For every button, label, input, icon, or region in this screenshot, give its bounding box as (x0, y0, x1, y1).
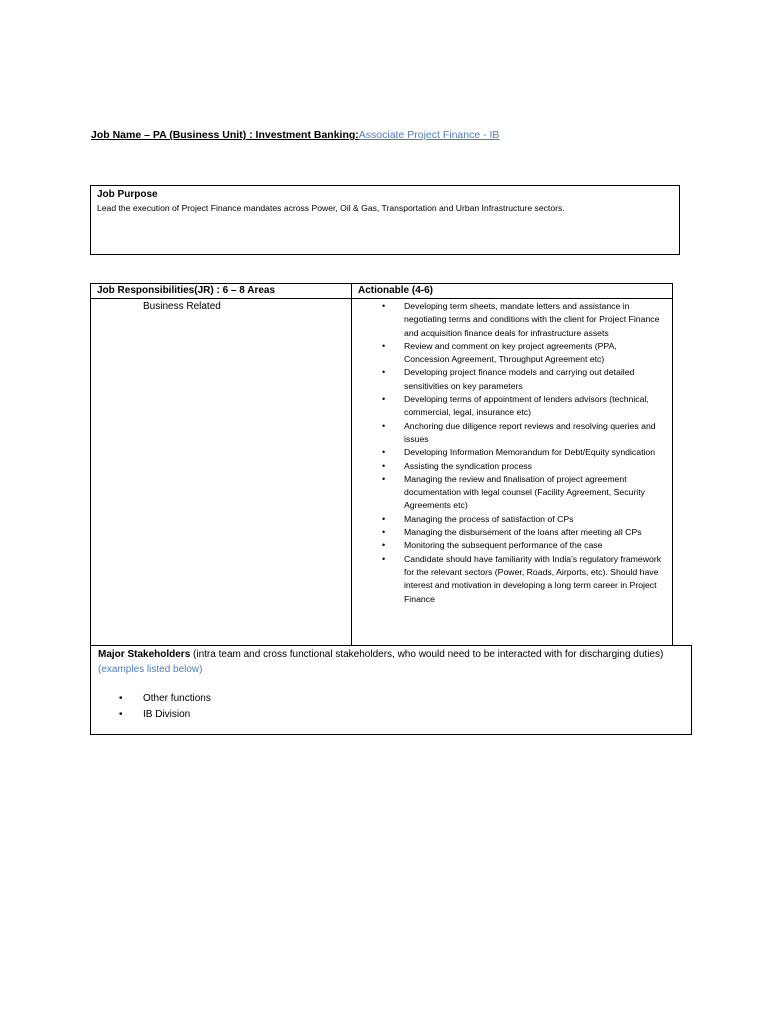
bullet-icon: • (382, 447, 386, 458)
stakeholder-item: • Other functions (98, 691, 684, 707)
actionables-list (352, 300, 672, 606)
actionable-item: • Managing the disbursement of the loans after meeting all CPs (352, 526, 672, 539)
actionables-cell (351, 298, 673, 646)
bullet-icon: • (382, 513, 386, 524)
actionable-item: • Managing the review and finalisation of project agreement documentation with legal counsel (Facility Agreement, Security Agreements etc) (382, 473, 645, 511)
job-purpose-box (90, 185, 680, 255)
bullet-icon: • (382, 367, 386, 378)
bullet-icon: • (382, 473, 386, 484)
actionable-heading: Actionable (4-6) (351, 283, 673, 299)
job-purpose-heading: Job Purpose (97, 189, 158, 200)
actionable-item: • Developing term sheets, mandate letters and assistance in negotiating terms and conditions with the client for Project Finance and acquisition finance deals for infrastructure assets (382, 301, 660, 338)
responsibility-area-cell (90, 298, 352, 646)
bullet-icon: • (382, 394, 386, 405)
job-name-title (91, 129, 499, 141)
bullet-icon: • (382, 301, 386, 311)
actionable-item: • Assisting the syndication process (352, 460, 672, 473)
actionable-item: • Developing terms of appointment of lenders advisors (technical, commercial, legal, insurance etc) (382, 394, 649, 418)
job-name-prefix: Job Name – PA (Business Unit) : Investment Banking: (91, 129, 359, 141)
bullet-icon: • (382, 540, 386, 551)
bullet-icon: • (382, 527, 386, 538)
examples-note: (examples listed below) (98, 663, 203, 675)
actionable-item: • Review and comment on key project agreements (PPA, Concession Agreement, Throughput Agreement etc) (382, 340, 617, 365)
bullet-icon: • (382, 553, 386, 564)
bullet-icon: • (382, 340, 386, 351)
responsibilities-heading: Job Responsibilities(JR) : 6 – 8 Areas (90, 283, 352, 299)
actionable-item: • Managing the process of satisfaction of CPs (352, 513, 672, 526)
stakeholders-heading: Major Stakeholders (intra team and cross functional stakeholders, who would need to be interacted with for discharging duties) (examples listed below) (98, 649, 664, 675)
job-purpose-text: Lead the execution of Project Finance mandates across Power, Oil & Gas, Transportation and Urban Infrastructure sectors. (97, 203, 565, 213)
bullet-icon: • (382, 460, 386, 471)
actionable-item: • Developing project finance models and carrying out detailed sensitivities on key parameters (382, 367, 635, 391)
stakeholder-item: • IB Division (98, 707, 684, 723)
stakeholders-box (90, 645, 692, 735)
actionable-item: • Anchoring due diligence report reviews and resolving queries and issues (382, 420, 656, 444)
stakeholders-list (98, 691, 684, 722)
actionable-item: • Candidate should have familiarity with India's regulatory framework for the relevant sectors (Power, Roads, Airports, etc). Should have interest and motivation in developing a long term career in Project Finance (382, 553, 662, 604)
job-title-link[interactable]: Associate Project Finance - IB (358, 129, 500, 141)
actionable-item: • Developing Information Memorandum for Debt/Equity syndication (352, 446, 672, 459)
actionable-item: • Monitoring the subsequent performance of the case (352, 539, 672, 552)
bullet-icon: • (119, 693, 123, 704)
area-label: Business Related (143, 301, 221, 312)
bullet-icon: • (382, 420, 386, 431)
bullet-icon: • (119, 708, 123, 720)
